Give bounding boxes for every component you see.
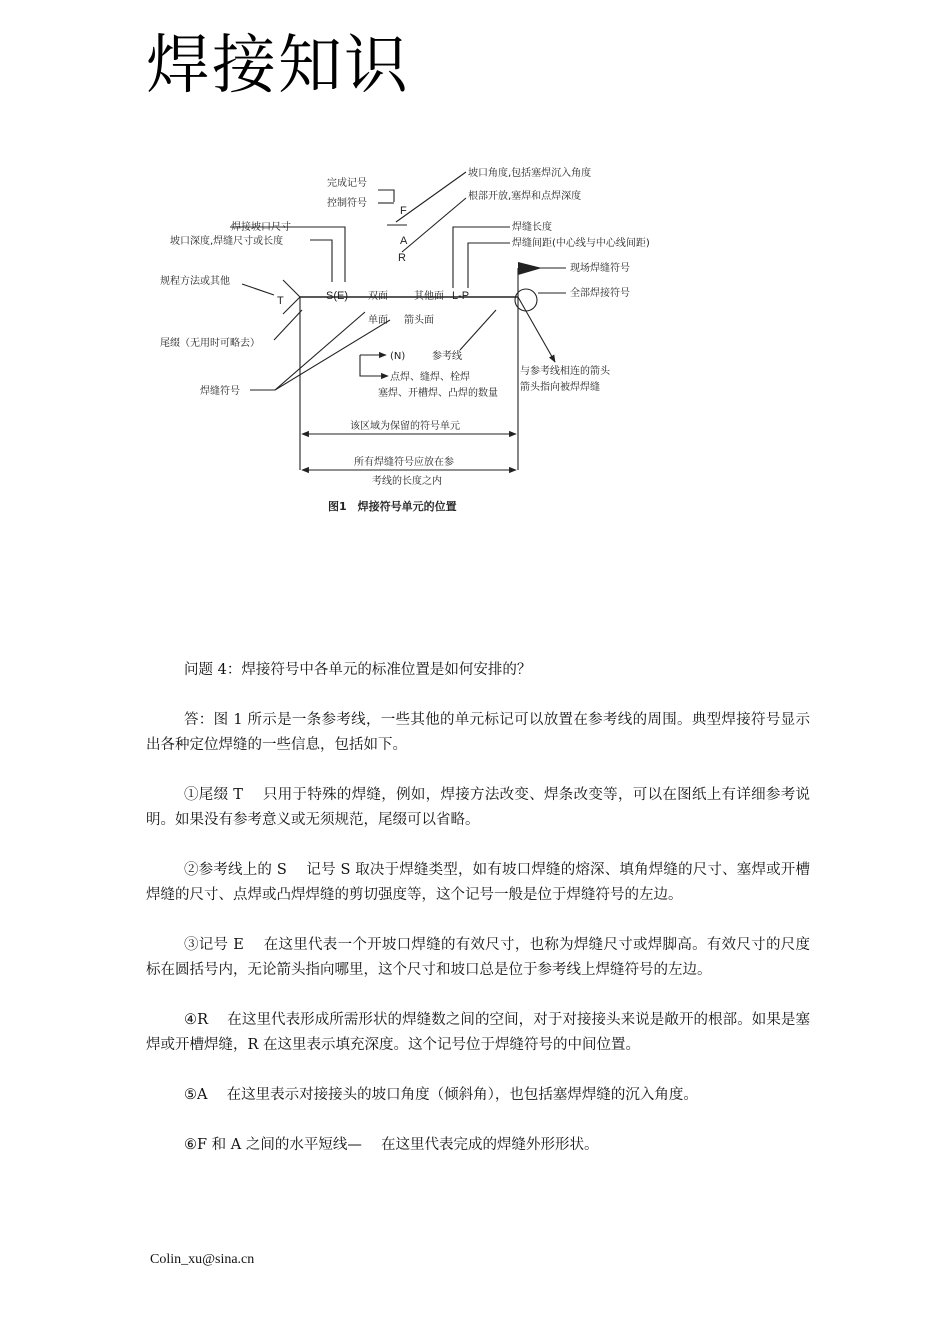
label-groove-depth: 坡口深度,焊缝尺寸或长度 bbox=[170, 236, 284, 247]
label-reserved-area: 该区域为保留的符号单元 bbox=[350, 421, 460, 432]
label-single-side: 单面 bbox=[368, 315, 388, 326]
footer-email: Colin_xu@sina.cn bbox=[150, 1252, 255, 1267]
field-weld-flag bbox=[518, 262, 542, 275]
item-paragraph-5: ⑤A 在这里表示对接接头的坡口角度（倾斜角），也包括塞焊焊缝的沉入角度。 bbox=[184, 1087, 698, 1103]
label-process: 规程方法或其他 bbox=[160, 276, 230, 287]
label-arrow-note-1: 与参考线相连的箭头 bbox=[520, 366, 610, 377]
letter-t: T bbox=[277, 295, 284, 307]
answer-paragraph: 答：图 1 所示是一条参考线，一些其他的单元标记可以放置在参考线的周围。典型焊接符号显示出各种定位焊缝的一些信息，包括如下。 bbox=[146, 712, 810, 753]
item-paragraph-3: ③记号 E 在这里代表一个开坡口焊缝的有效尺寸，也称为焊缝尺寸或焊脚高。有效尺寸的尺度标在圆括号内，无论箭头指向哪里，这个尺寸和坡口总是位于参考线上焊缝符号的左边。 bbox=[146, 937, 810, 978]
item-paragraph-6: ⑥F 和 A 之间的水平短线— 在这里代表完成的焊缝外形形状。 bbox=[184, 1137, 599, 1153]
label-groove-angle: 坡口角度,包括塞焊沉入角度 bbox=[468, 168, 592, 179]
letter-l-p: L-P bbox=[452, 290, 470, 302]
article-body bbox=[146, 658, 810, 1183]
label-tail-note: 尾缀（无用时可略去） bbox=[160, 338, 260, 349]
label-n-symbol: (N) bbox=[390, 351, 406, 362]
figure-caption: 图1 焊接符号单元的位置 bbox=[328, 500, 457, 513]
label-weld-symbol: 焊缝符号 bbox=[200, 386, 240, 397]
label-weld-length: 焊缝长度 bbox=[512, 222, 552, 233]
label-other-side: 其他面 bbox=[414, 291, 444, 302]
label-reference-line: 参考线 bbox=[432, 351, 462, 362]
label-groove-size: 焊接坡口尺寸 bbox=[231, 222, 291, 233]
label-field-weld: 现场焊缝符号 bbox=[570, 263, 630, 274]
welding-symbol-figure bbox=[150, 150, 710, 530]
label-all-around: 全部焊接符号 bbox=[570, 288, 630, 299]
letter-a: A bbox=[400, 235, 408, 247]
label-control-symbol: 控制符号 bbox=[327, 198, 367, 209]
item-paragraph-4: ④R 在这里代表形成所需形状的焊缝数之间的空间，对于对接接头来说是敞开的根部。如果是塞焊或开槽焊缝，R 在这里表示填充深度。这个记号位于焊缝符号的中间位置。 bbox=[146, 1012, 810, 1053]
letter-r: R bbox=[398, 252, 406, 264]
letter-f: F bbox=[400, 205, 407, 217]
label-root-opening: 根部开放,塞焊和点焊深度 bbox=[468, 191, 582, 202]
item-paragraph-2: ②参考线上的 S 记号 S 取决于焊缝类型，如有坡口焊缝的熔深、填角焊缝的尺寸、塞焊或开槽焊缝的尺寸、点焊或凸焊焊缝的剪切强度等，这个记号一般是位于焊缝符号的左边。 bbox=[146, 862, 810, 903]
label-arrow-note-2: 箭头指向被焊焊缝 bbox=[520, 382, 600, 393]
label-all-symbols-1: 所有焊缝符号应放在参 bbox=[354, 457, 454, 468]
label-weld-pitch: 焊缝间距(中心线与中心线间距) bbox=[512, 238, 650, 249]
figure-diagram bbox=[150, 150, 710, 530]
label-spot-welds-2: 塞焊、开槽焊、凸焊的数量 bbox=[378, 388, 498, 399]
question-heading: 问题 4：焊接符号中各单元的标准位置是如何安排的？ bbox=[184, 662, 532, 678]
page-title: 焊接知识 bbox=[146, 29, 410, 103]
label-arrow-side: 箭头面 bbox=[404, 315, 434, 326]
label-finish-symbol: 完成记号 bbox=[327, 178, 367, 189]
label-both-sides: 双面 bbox=[368, 291, 388, 302]
letter-s-e: S(E) bbox=[326, 290, 348, 302]
item-paragraph-1: ①尾缀 T 只用于特殊的焊缝，例如，焊接方法改变、焊条改变等，可以在图纸上有详细参考说明。如果没有参考意义或无须规范，尾缀可以省略。 bbox=[146, 787, 810, 828]
label-spot-welds-1: 点焊、缝焊、栓焊 bbox=[390, 372, 470, 383]
label-all-symbols-2: 考线的长度之内 bbox=[372, 476, 442, 487]
